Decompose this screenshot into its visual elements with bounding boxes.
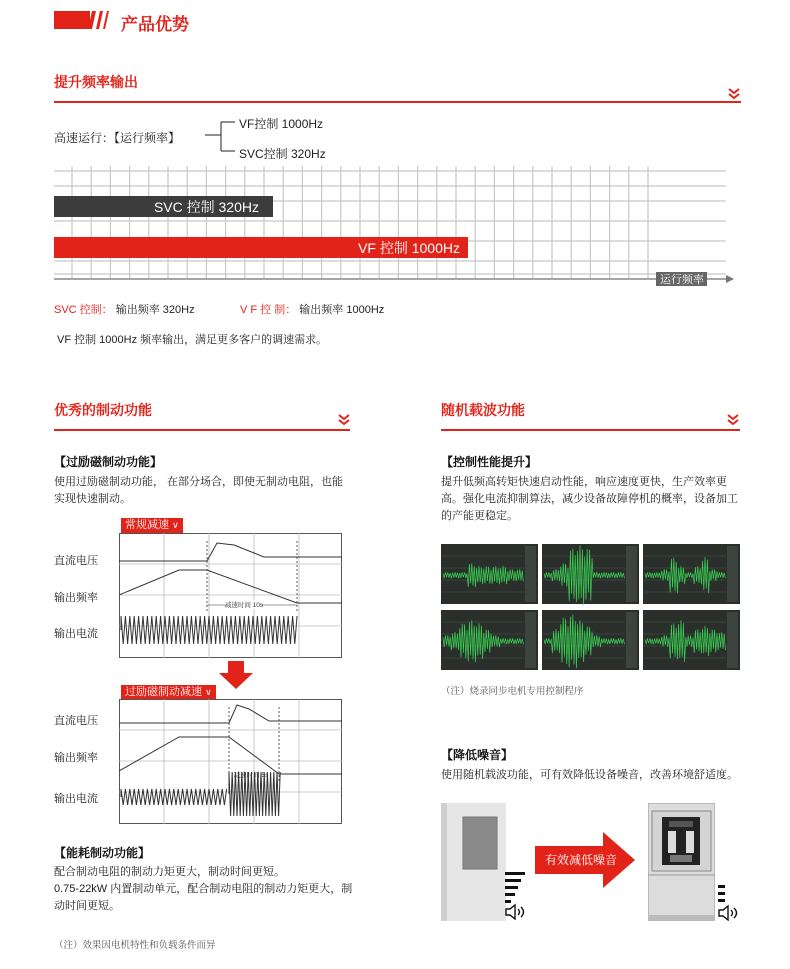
chevron-down-icon: ∨ xyxy=(172,520,179,530)
header-slash-icon xyxy=(88,11,114,29)
row-label-freq-2: 输出频率 xyxy=(54,752,98,764)
section-title-brake: 优秀的制动功能 xyxy=(54,402,152,418)
legend-svc-value: 输出频率 320Hz xyxy=(115,304,195,316)
tag-normal-decel: 常规减速 ∨ xyxy=(121,518,183,533)
brake-description-2a: 配合制动电阻的制动力矩更大，制动时间更短。 xyxy=(54,866,285,878)
x-axis-label: 运行频率 xyxy=(660,274,704,286)
carrier-sub-title-1: 【控制性能提升】 xyxy=(441,455,538,469)
row-label-dc-2: 直流电压 xyxy=(54,715,98,727)
legend-vf-value: 输出频率 1000Hz xyxy=(299,304,385,316)
brake-sub-title-1: 【过励磁制动功能】 xyxy=(54,455,163,469)
section-divider-carrier xyxy=(441,429,740,431)
x-axis-arrow-icon xyxy=(726,275,734,283)
scope-side-panel xyxy=(727,612,738,668)
noise-level-low-icon xyxy=(718,885,744,921)
branch-connector xyxy=(205,118,239,158)
carrier-note: （注）烧录同步电机专用控制程序 xyxy=(441,686,584,697)
branch-label-vf: VF控制 1000Hz xyxy=(239,117,324,131)
section-divider-brake xyxy=(54,429,350,431)
row-label-freq-1: 输出频率 xyxy=(54,592,98,604)
freq-chart xyxy=(54,166,744,290)
carrier-description-1: 提升低频高转矩快速启动性能，响应速度更快，生产效率更高。强化电流抑制算法，减少设备故障停机的概率，设备加工的产能更稳定。 xyxy=(441,476,738,522)
bar-vf-label: VF 控制 1000Hz xyxy=(358,240,460,256)
scope-side-panel xyxy=(525,546,536,602)
brake-sub-title-2: 【能耗制动功能】 xyxy=(54,846,151,860)
row-label-dc-1: 直流电压 xyxy=(54,555,98,567)
waveform-normal xyxy=(119,533,342,658)
scope-side-panel xyxy=(626,546,637,602)
carrier-description-2: 使用随机载波功能，可有效降低设备噪音，改善环境舒适度。 xyxy=(441,769,738,781)
decel-time-label-1: 减速时间 10s xyxy=(224,602,264,609)
branch-label-svc: SVC控制 320Hz xyxy=(239,147,326,161)
freq-chart-grid xyxy=(54,166,726,279)
brake-description-2b: 0.75-22kW 内置制动单元，配合制动电阻的制动力矩更大，制动时间更短。 xyxy=(54,883,353,912)
chevron-down-icon xyxy=(728,88,740,100)
down-arrow-icon xyxy=(219,661,253,689)
scope-grid xyxy=(441,544,741,670)
mode-label: 高速运行：【运行频率】 xyxy=(54,131,181,145)
legend-svc-key: SVC 控制： xyxy=(54,304,113,316)
legend-svc xyxy=(54,301,195,317)
scope-side-panel xyxy=(525,612,536,668)
carrier-sub-title-2: 【降低噪音】 xyxy=(441,748,514,762)
chevron-down-icon xyxy=(338,414,350,426)
waveform-over-excitation xyxy=(119,699,342,824)
legend-vf xyxy=(240,301,384,317)
section-divider-freq xyxy=(54,101,741,103)
brake-description-1: 使用过励磁制动功能， 在部分场合，即使无制动电阻，也能实现快速制动。 xyxy=(54,476,344,505)
bar-svc-label: SVC 控制 320Hz xyxy=(153,199,259,215)
legend-vf-key: V F 控 制： xyxy=(240,304,297,316)
noise-level-high-icon xyxy=(505,872,531,920)
scope-side-panel xyxy=(626,612,637,668)
scope-screenshots xyxy=(441,544,741,670)
section-title-carrier: 随机载波功能 xyxy=(441,402,525,418)
decel-time-label-2: 减速时间 5s xyxy=(233,772,269,779)
row-label-current-2: 输出电流 xyxy=(54,793,98,805)
section-title-freq: 提升频率输出 xyxy=(54,74,138,90)
freq-description: VF 控制 1000Hz 频率输出，满足更多客户的调速需求。 xyxy=(57,334,328,346)
scope-side-panel xyxy=(727,546,738,602)
row-label-current-1: 输出电流 xyxy=(54,628,98,640)
reduce-noise-label: 有效减低噪音 xyxy=(545,853,618,867)
tag-over-excitation: 过励磁制动减速 ∨ xyxy=(121,685,216,700)
brake-note: （注）效果因电机特性和负载条件而异 xyxy=(54,940,216,951)
inverter-cabinet-plain xyxy=(441,803,506,921)
header-stripe xyxy=(54,11,90,29)
page-title: 产品优势 xyxy=(121,15,189,34)
chevron-down-icon: ∨ xyxy=(205,687,212,697)
chevron-down-icon xyxy=(727,414,739,426)
inverter-cabinet-quiet xyxy=(648,803,715,921)
